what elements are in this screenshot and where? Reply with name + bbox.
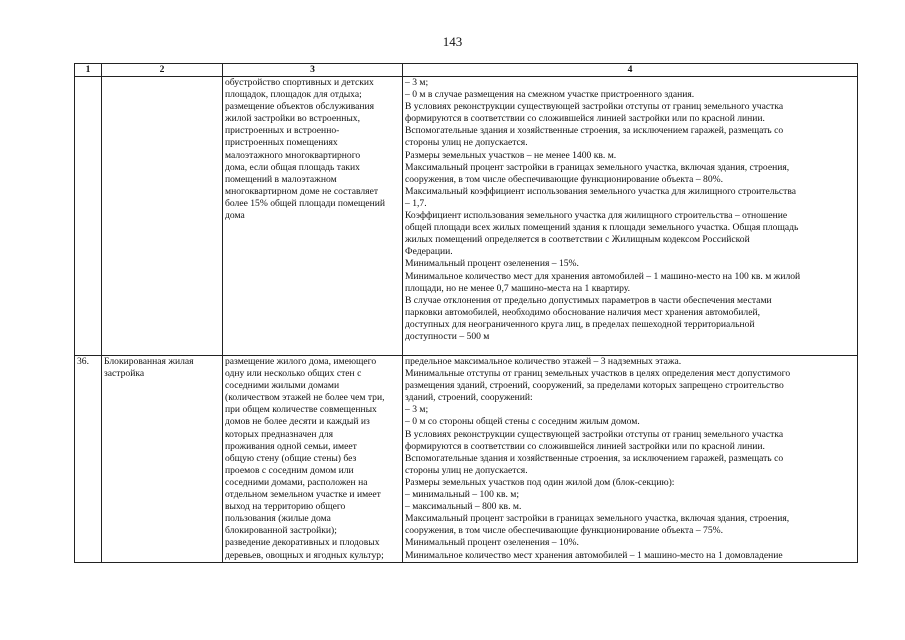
text-line: обустройство спортивных и детских (225, 77, 374, 88)
parameters-cell (403, 356, 858, 563)
text-line: Минимальное количество мест для хранения автомобилей – 1 машино-место на 100 кв. м жилой (405, 270, 801, 282)
table-row (75, 356, 858, 563)
text-line: Минимальное количество мест хранения автомобилей – 1 машино-место на 1 домовладение (405, 549, 783, 561)
text-line: В случае отклонения от предельно допустимых параметров в части обеспечения местами (405, 294, 772, 306)
column-header: 1 (75, 64, 102, 77)
text-line: размещения зданий, строений, сооружений, за пределами которых запрещено строительство (405, 380, 784, 392)
text-line: доступности – 500 м (405, 330, 490, 342)
text-line: зданий, строений, сооружений: (405, 392, 533, 404)
text-line: одну или несколько общих стен с (225, 368, 362, 380)
land-use-name-cell: Блокированная жилая застройка (102, 356, 223, 563)
text-line: Минимальные отступы от границ земельных участков в целях определения мест допустимого (405, 368, 791, 380)
text-line: жилых помещений определяется в соответствии с Жилищным кодексом Российской (405, 234, 750, 246)
text-line: Минимальный процент озеленения – 15%. (405, 258, 579, 270)
column-header: 4 (403, 64, 858, 77)
text-line: Федерации. (405, 246, 453, 258)
row-number-cell (75, 77, 102, 356)
text-line: пользования (жилые дома (225, 513, 331, 525)
text-line: – 1,7. (405, 197, 427, 209)
text-line: площади, но не менее 0,7 машино-места на 1 квартиру. (405, 282, 630, 294)
text-line: Минимальный процент озеленения – 10%. (405, 537, 579, 549)
column-header: 3 (223, 64, 403, 77)
text-line: пристроенных и встроенно- (225, 125, 340, 137)
text-line: выход на территорию общего (225, 501, 346, 513)
text-line: деревьев, овощных и ягодных культур; (225, 549, 384, 561)
text-line: Коэффициент использования земельного участка для жилищного строительства – отношение (405, 210, 788, 222)
text-line: общую стену (общие стены) без (225, 452, 357, 464)
text-line: многоквартирном доме не составляет (225, 185, 379, 197)
text-line: при общем количестве совмещенных (225, 404, 377, 416)
text-line: которых предназначен для (225, 428, 333, 440)
text-line: блокированной застройки); (225, 525, 337, 537)
text-line: проемов с соседним домом или (225, 464, 354, 476)
text-line: площадок, площадок для отдыха; (225, 89, 362, 101)
page-number: 143 (442, 34, 463, 49)
text-line: В условиях реконструкции существующей застройки отступы от границ земельного участка (405, 428, 784, 440)
text-line: парковки автомобилей, необходимо обоснование наличия мест хранения автомобилей, (405, 306, 761, 318)
text-line: (количеством этажей не более чем три, (225, 392, 385, 404)
text-line: дома, если общая площадь таких (225, 161, 360, 173)
table-row (75, 77, 858, 356)
text-line: доступных для неограниченного круга лиц, в пределах пешеходной территориальной (405, 318, 755, 330)
text-line: Максимальный процент застройки в границах земельного участка, включая здания, строения, (405, 513, 790, 525)
text-line: отдельном земельном участке и имеет (225, 489, 381, 501)
text-line: пристроенных помещениях (225, 137, 338, 149)
land-use-name-cell (102, 77, 223, 356)
text-line: В условиях реконструкции существующей застройки отступы от границ земельного участка (405, 101, 784, 113)
text-line: Размеры земельных участков – не менее 1400 кв. м. (405, 149, 617, 161)
text-line: размещение жилого дома, имеющего (225, 356, 377, 367)
text-line: размещение объектов обслуживания (225, 101, 375, 113)
text-line: разведение декоративных и плодовых (225, 537, 380, 549)
text-line: общей площади всех жилых помещений здания к площади земельного участка. Общая площадь (405, 222, 799, 234)
text-line: – 0 м в случае размещения на смежном участке пристроенного здания. (405, 89, 695, 101)
text-line: – 3 м; (405, 404, 429, 416)
text-line: помещений в малоэтажном (225, 173, 337, 185)
text-line: стороны улиц не допускается. (405, 464, 528, 476)
text-line: стороны улиц не допускается. (405, 137, 528, 149)
regulations-table (74, 63, 858, 563)
text-line: – 0 м со стороны общей стены с соседним жилым домом. (405, 416, 640, 428)
text-line: – 3 м; (405, 77, 429, 88)
text-line: Вспомогательные здания и хозяйственные строения, за исключением гаражей, размещать со (405, 452, 784, 464)
text-line: Размеры земельных участков под один жилой дом (блок-секцию): (405, 476, 675, 488)
text-line: сооружения, в том числе обеспечивающие функционирование объекта – 80%. (405, 173, 724, 185)
text-line: – минимальный – 100 кв. м; (405, 489, 520, 501)
text-line: домов не более десяти и каждый из (225, 416, 370, 428)
parameters-cell (403, 77, 858, 356)
text-line: соседними домами, расположен на (225, 476, 368, 488)
text-line: формируются в соответствии со сложившейся линией застройки или по красной линии. (405, 113, 765, 125)
table-header-row (75, 64, 858, 77)
text-line: малоэтажного многоквартирного (225, 149, 361, 161)
text-line: – максимальный – 800 кв. м. (405, 501, 522, 513)
land-use-description-cell (223, 356, 403, 563)
text-line: соседними жилыми домами (225, 380, 340, 392)
text-line: формируются в соответствии со сложившейся линией застройки или по красной линии. (405, 440, 765, 452)
land-use-description-cell (223, 77, 403, 356)
row-number-cell: 36. (75, 356, 102, 563)
text-line: Максимальный процент застройки в границах земельного участка, включая здания, строения, (405, 161, 790, 173)
text-line: сооружения, в том числе обеспечивающие функционирование объекта – 75%. (405, 525, 724, 537)
text-line: Максимальный коэффициент использования земельного участка для жилищного строительства (405, 185, 797, 197)
text-line: жилой застройки во встроенных, (225, 113, 360, 125)
text-line: более 15% общей площади помещений (225, 197, 385, 209)
text-line: проживания одной семьи, имеет (225, 440, 357, 452)
text-line: предельное максимальное количество этажей – 3 надземных этажа. (405, 356, 682, 367)
column-header: 2 (102, 64, 223, 77)
text-line: дома (225, 210, 245, 222)
text-line: Вспомогательные здания и хозяйственные строения, за исключением гаражей, размещать со (405, 125, 784, 137)
